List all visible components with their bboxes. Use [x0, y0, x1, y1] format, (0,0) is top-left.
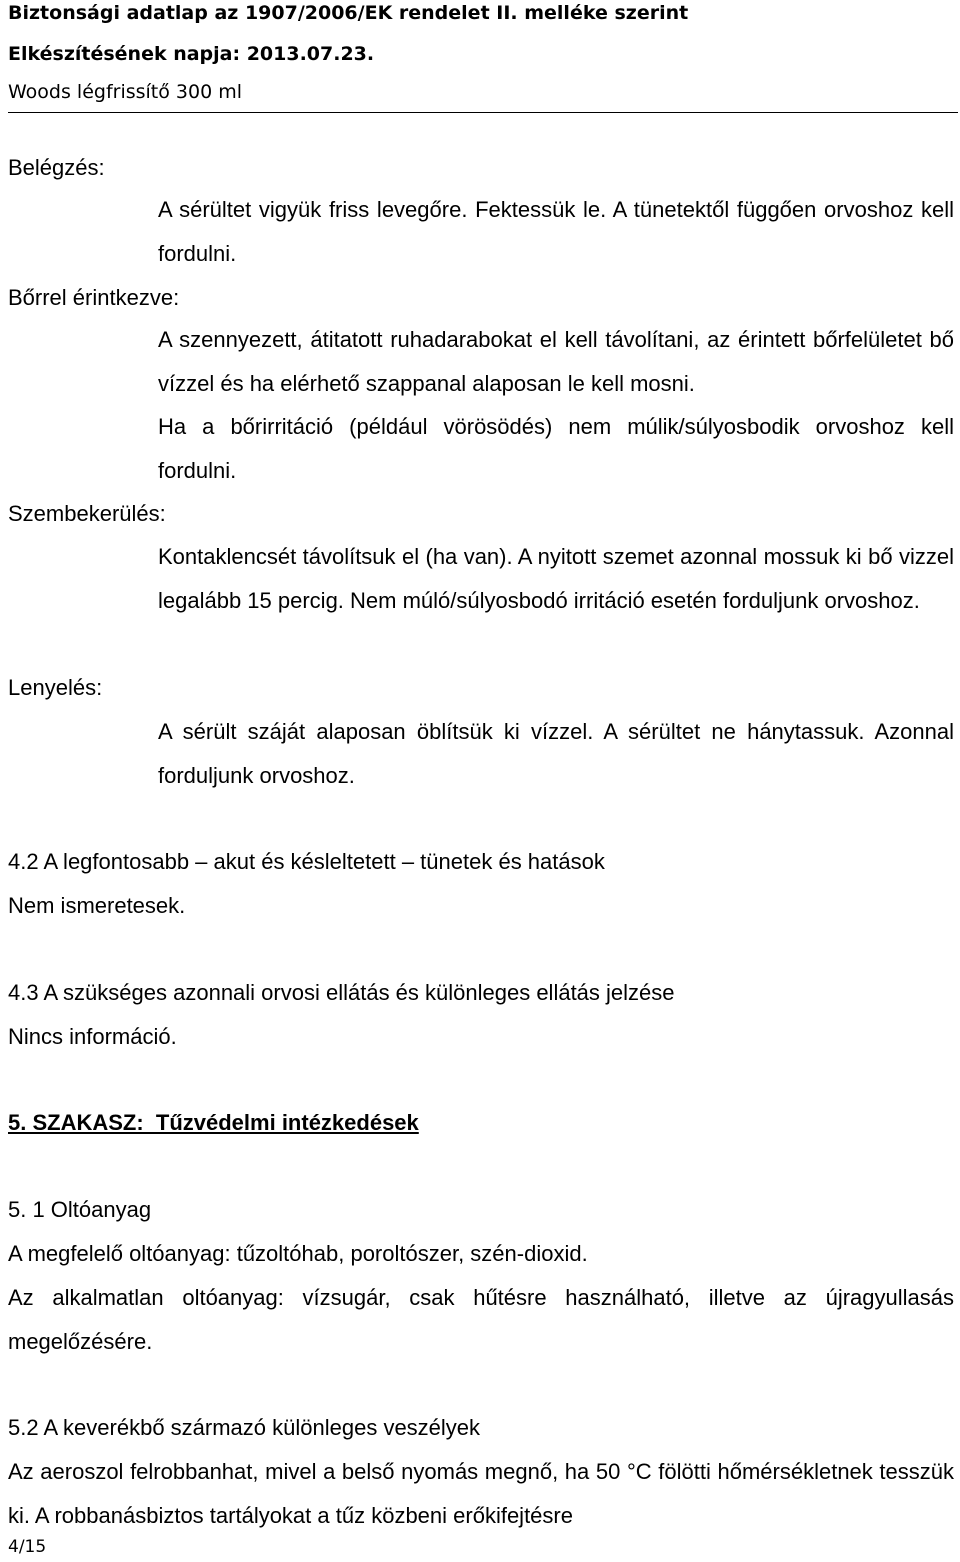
section-5-1-heading: 5. 1 Oltóanyag — [8, 1197, 152, 1222]
header-product: Woods légfrissítő 300 ml — [8, 81, 243, 103]
section-4-3-text: Nincs információ. — [8, 1024, 177, 1049]
ingestion-text: A sérült száját alaposan öblítsük ki vízzel. A sérültet ne hánytassuk. Azonnal forduljunk orvoshoz. — [158, 719, 954, 788]
inhalation-text: A sérültet vigyük friss levegőre. Fektessük le. A tünetektől függően orvoshoz kell fordulni. — [158, 197, 954, 266]
section-5-title: 5. SZAKASZ: Tűzvédelmi intézkedések — [8, 1110, 419, 1135]
inhalation-label: Belégzés: — [8, 155, 105, 180]
page-number: 4/15 — [8, 1537, 47, 1557]
header-title: Biztonsági adatlap az 1907/2006/EK rendelet II. melléke szerint — [8, 2, 689, 24]
section-5-2-text: Az aeroszol felrobbanhat, mivel a belső nyomás megnő, ha 50 °C fölötti hőmérsékletnek tesszük ki. A robbanásbiztos tartályokat a tűz közbeni erőkifejtésre — [8, 1459, 954, 1528]
ingestion-label: Lenyelés: — [8, 675, 103, 700]
skin-contact-text: A szennyezett, átitatott ruhadarabokat el kell távolítani, az érintett bőrfelületet bő vízzel és ha elérhető szappanal alaposan le kell mosni. — [158, 327, 954, 396]
unsuitable-extinguisher-text: Az alkalmatlan oltóanyag: vízsugár, csak hűtésre használható, illetve az újragyullasás megelőzésére. — [8, 1285, 954, 1354]
section-4-3-heading: 4.3 A szükséges azonnali orvosi ellátás és különleges ellátás jelzése — [8, 980, 675, 1005]
eye-contact-label: Szembekerülés: — [8, 501, 166, 526]
section-4-2-text: Nem ismeretesek. — [8, 893, 186, 918]
header-divider — [8, 112, 958, 113]
section-5-2-heading: 5.2 A keverékbő származó különleges veszélyek — [8, 1415, 481, 1440]
suitable-extinguisher-text: A megfelelő oltóanyag: tűzoltóhab, poroltószer, szén-dioxid. — [8, 1241, 588, 1266]
section-4-2-heading: 4.2 A legfontosabb – akut és késleltetett – tünetek és hatások — [8, 849, 605, 874]
skin-contact-label: Bőrrel érintkezve: — [8, 285, 180, 310]
skin-irritation-text: Ha a bőrirritáció (például vörösödés) nem múlik/súlyosbodik orvoshoz kell fordulni. — [158, 414, 954, 483]
eye-contact-text: Kontaklencsét távolítsuk el (ha van). A nyitott szemet azonnal mossuk ki bő vizzel legalább 15 percig. Nem múló/súlyosbodó irritáció esetén forduljunk orvoshoz. — [158, 544, 954, 613]
header-date: Elkészítésének napja: 2013.07.23. — [8, 43, 375, 65]
